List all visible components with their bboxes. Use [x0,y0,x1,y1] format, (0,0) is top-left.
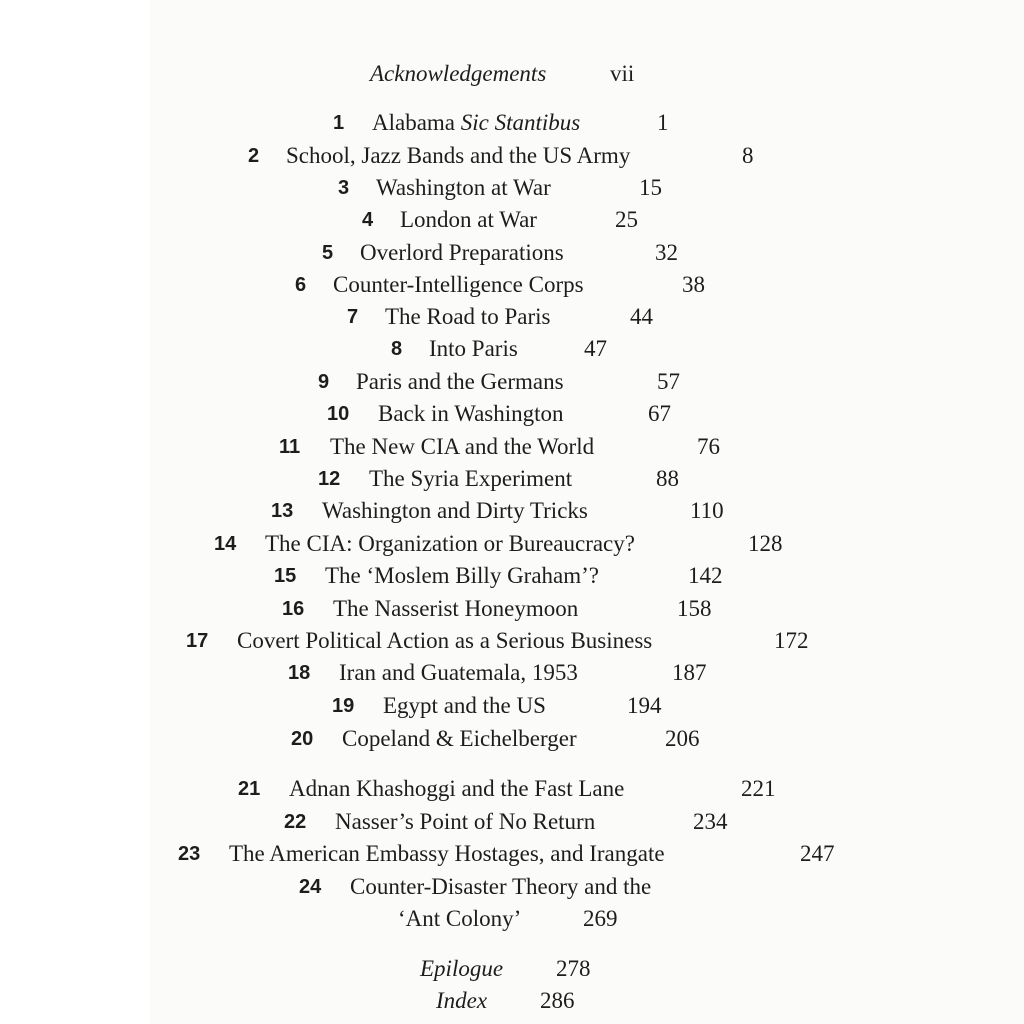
chapter-page: 206 [665,726,700,751]
toc-entry-chapter-14 [0,528,1024,560]
chapter-page: 128 [748,531,783,556]
toc-entry-acknowledgements [0,58,1024,90]
chapter-title: London at War [400,207,537,232]
chapter-number: 17 [186,630,209,652]
chapter-title: The Syria Experiment [369,466,573,491]
chapter-title: Counter-Disaster Theory and the [350,874,652,899]
chapter-title: Egypt and the US [383,693,546,718]
toc-entry-chapter-6 [0,269,1024,301]
chapter-number: 10 [327,403,350,425]
toc-entry-chapter-9 [0,366,1024,398]
chapter-title: The New CIA and the World [330,434,595,459]
toc-entry-chapter-21 [0,773,1024,805]
chapter-page: 172 [774,628,809,653]
toc-entry-chapter-19 [0,690,1024,722]
toc-entry-chapter-24-continued [0,903,1024,935]
chapter-number: 22 [284,811,307,833]
chapter-page: 44 [630,304,653,329]
chapter-number: 24 [299,876,322,898]
chapter-number: 15 [274,565,297,587]
chapter-page: 67 [648,401,671,426]
chapter-number: 11 [279,436,301,458]
toc-entry-chapter-24 [0,871,1024,903]
chapter-title: The Nasserist Honeymoon [333,596,579,621]
entry-page: 278 [556,956,591,981]
chapter-number: 14 [214,533,237,555]
chapter-page: 8 [742,143,754,168]
chapter-page: 32 [655,240,678,265]
chapter-page: 76 [697,434,720,459]
chapter-title: Washington at War [376,175,551,200]
chapter-page: 187 [672,660,707,685]
toc-entry-chapter-8 [0,333,1024,365]
chapter-title: The CIA: Organization or Bureaucracy? [265,531,635,556]
chapter-page: 269 [583,906,618,931]
toc-entry-chapter-20 [0,723,1024,755]
chapter-number: 12 [318,468,341,490]
chapter-number: 2 [248,145,260,167]
toc-entry-chapter-16 [0,593,1024,625]
toc-entry-chapter-11 [0,431,1024,463]
chapter-title: The ‘Moslem Billy Graham’? [325,563,600,588]
chapter-number: 19 [332,695,355,717]
chapter-title: Copeland & Eichelberger [342,726,577,751]
chapter-title-italic: Sic Stantibus [460,110,581,135]
toc-entry-index [0,985,1024,1017]
chapter-title: Counter-Intelligence Corps [333,272,584,297]
chapter-title: Adnan Khashoggi and the Fast Lane [289,776,625,801]
toc-entry-chapter-13 [0,495,1024,527]
chapter-page: 25 [615,207,638,232]
toc-entry-chapter-12 [0,463,1024,495]
chapter-number: 18 [288,662,311,684]
toc-entry-chapter-10 [0,398,1024,430]
chapter-number: 20 [291,728,314,750]
toc-entry-chapter-1 [0,107,1024,139]
chapter-title: Back in Washington [378,401,564,426]
chapter-page: 88 [656,466,679,491]
chapter-title [372,107,580,139]
chapter-page: 57 [657,369,680,394]
chapter-title: Iran and Guatemala, 1953 [339,660,578,685]
entry-title: Epilogue [420,956,504,981]
chapter-page: 47 [584,336,607,361]
chapter-page: 194 [627,693,662,718]
toc-entry-chapter-18 [0,657,1024,689]
chapter-title-line-2: ‘Ant Colony’ [398,906,522,931]
chapter-title: The Road to Paris [385,304,551,329]
chapter-number: 7 [347,306,359,328]
chapter-title: Nasser’s Point of No Return [335,809,596,834]
chapter-number: 3 [338,177,350,199]
toc-entry-chapter-2 [0,140,1024,172]
chapter-page: 221 [741,776,776,801]
toc-entry-epilogue [0,953,1024,985]
toc-entry-chapter-22 [0,806,1024,838]
toc-entry-chapter-5 [0,237,1024,269]
chapter-page: 38 [682,272,705,297]
chapter-title: Paris and the Germans [356,369,564,394]
chapter-title: Into Paris [429,336,518,361]
chapter-page: 158 [677,596,712,621]
chapter-page: 110 [690,498,724,523]
entry-title: Index [436,988,488,1013]
chapter-page: 234 [693,809,728,834]
chapter-title: Overlord Preparations [360,240,564,265]
chapter-number: 16 [282,598,305,620]
chapter-number: 4 [362,209,374,231]
chapter-title: School, Jazz Bands and the US Army [286,143,631,168]
toc-entry-chapter-17 [0,625,1024,657]
chapter-number: 13 [271,500,294,522]
chapter-page: 15 [639,175,662,200]
toc-entry-chapter-3 [0,172,1024,204]
chapter-title: Washington and Dirty Tricks [322,498,588,523]
chapter-number: 21 [238,778,261,800]
chapter-title: The American Embassy Hostages, and Irangate [229,841,665,866]
chapter-number: 8 [391,338,403,360]
chapter-number: 1 [333,112,345,134]
toc-entry-chapter-23 [0,838,1024,870]
entry-page: vii [610,61,635,86]
chapter-page: 142 [688,563,723,588]
toc-entry-chapter-15 [0,560,1024,592]
chapter-number: 5 [322,242,334,264]
chapter-page: 1 [657,110,669,135]
chapter-page: 247 [800,841,835,866]
entry-page: 286 [540,988,575,1013]
chapter-number: 23 [178,843,201,865]
chapter-number: 9 [318,371,330,393]
toc-entry-chapter-7 [0,301,1024,333]
chapter-number: 6 [295,274,307,296]
chapter-title-roman: Alabama [372,110,461,135]
chapter-title: Covert Political Action as a Serious Business [237,628,653,653]
toc-entry-chapter-4 [0,204,1024,236]
entry-title: Acknowledgements [370,61,547,86]
